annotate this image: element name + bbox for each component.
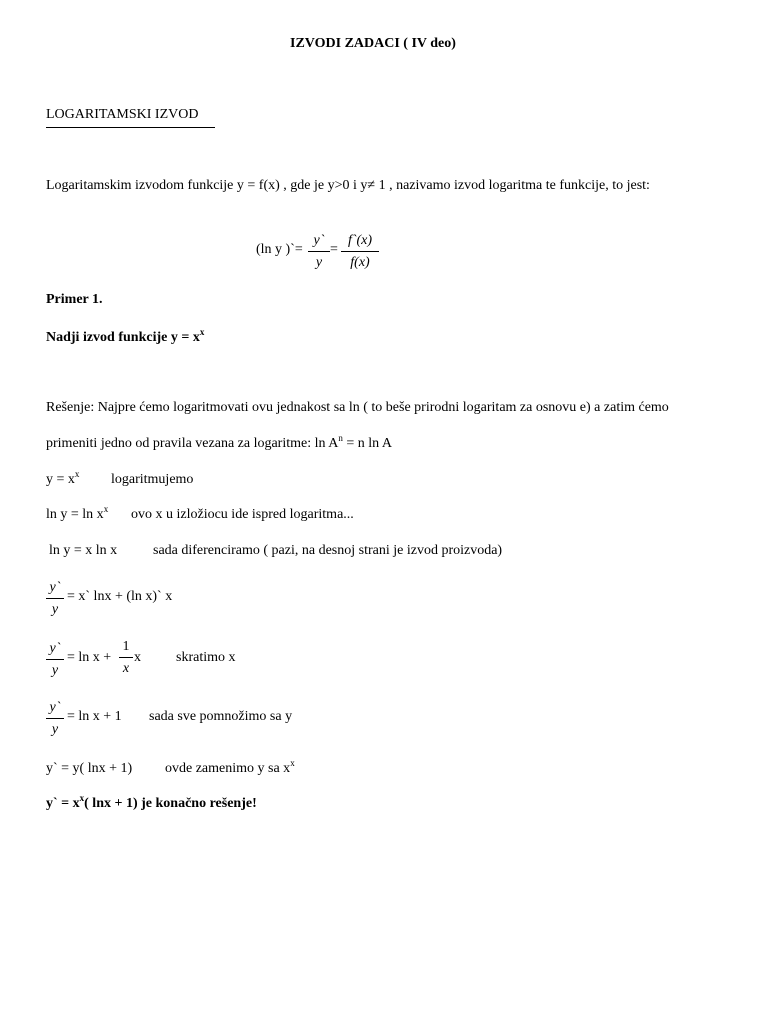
step-1-text: y = x — [46, 472, 75, 487]
step-1-equation — [46, 469, 80, 487]
definition-equals: = — [330, 242, 338, 257]
exponent: x — [290, 758, 295, 768]
exponent: n — [338, 433, 343, 443]
exponent: x — [74, 469, 80, 479]
step-5-x: x — [134, 650, 141, 665]
example-label: Primer 1. — [46, 292, 103, 307]
step-6-rhs: = ln x + 1 — [67, 709, 122, 724]
step-2-comment: ovo x u izložiocu ide ispred logaritma... — [131, 507, 354, 522]
step-2-text: ln y = ln x — [46, 507, 104, 522]
definition-fraction-2 — [341, 231, 379, 271]
fraction-denominator: y — [51, 602, 59, 617]
definition-lhs: (ln y )`= — [256, 242, 303, 257]
neq-symbol: ≠ — [367, 178, 376, 193]
step-2-equation — [46, 504, 109, 522]
solution-line-2 — [46, 433, 392, 451]
fraction-denominator: y — [51, 722, 59, 737]
fraction-bar — [308, 251, 330, 252]
step-5-one-over-x — [119, 639, 133, 679]
fraction-numerator: y` — [49, 580, 61, 595]
solution-line-1: Rešenje: Najpre ćemo logaritmovati ovu jednakost sa ln ( to beše prirodni logaritam za osnovu e) a zatim ćemo — [46, 400, 669, 415]
example-task-text: Nadji izvod funkcije y = x — [46, 330, 200, 345]
solution-line-2-text: primeniti jedno od pravila vezana za logaritme: ln A — [46, 436, 339, 451]
section-heading: LOGARITAMSKI IZVOD — [46, 107, 199, 122]
exponent: x — [103, 504, 109, 514]
step-6-comment: sada sve pomnožimo sa y — [149, 709, 293, 724]
step-6-fraction — [46, 698, 64, 738]
final-answer-text: y` = x — [46, 796, 80, 811]
fraction-numerator: y` — [313, 233, 325, 248]
fraction-denominator: x — [122, 661, 130, 676]
fraction-numerator: y` — [49, 700, 61, 715]
intro-text-b: 1 , nazivamo izvod logaritma te funkcije, to jest: — [375, 178, 650, 193]
fraction-denominator: f(x) — [350, 255, 370, 270]
step-4-fraction — [46, 578, 64, 618]
fraction-bar — [341, 251, 379, 252]
fraction-numerator: 1 — [122, 639, 130, 654]
step-7-comment-text: ovde zamenimo y sa x — [165, 761, 291, 776]
definition-fraction-1 — [308, 231, 330, 271]
step-5-comment: skratimo x — [176, 650, 236, 665]
example-task — [46, 327, 205, 345]
fraction-bar — [46, 659, 64, 660]
fraction-bar — [46, 718, 64, 719]
exponent: x — [79, 793, 85, 803]
step-7-comment — [165, 758, 295, 776]
step-5-mid: = ln x + — [67, 650, 112, 665]
intro-text-a: Logaritamskim izvodom funkcije y = f(x) , gde je y>0 i y — [46, 178, 368, 193]
exponent: x — [199, 327, 205, 337]
step-5-fraction — [46, 639, 64, 679]
step-4-rhs: = x` lnx + (ln x)` x — [67, 589, 173, 604]
fraction-bar — [46, 598, 64, 599]
section-heading-underline — [46, 127, 215, 128]
solution-line-2-rest: = n ln A — [342, 436, 392, 451]
fraction-denominator: y — [315, 255, 323, 270]
fraction-denominator: y — [51, 663, 59, 678]
final-answer — [46, 793, 257, 811]
page-title: IZVODI ZADACI ( IV deo) — [290, 36, 456, 51]
step-3-equation: ln y = x ln x — [49, 543, 118, 558]
fraction-numerator: y` — [49, 641, 61, 656]
fraction-bar — [119, 657, 133, 658]
step-1-comment: logaritmujemo — [111, 472, 194, 487]
intro-paragraph — [46, 179, 650, 193]
step-7-equation: y` = y( lnx + 1) — [46, 761, 133, 776]
final-answer-rest: ( lnx + 1) je konačno rešenje! — [84, 796, 257, 811]
step-3-comment: sada diferenciramo ( pazi, na desnoj strani je izvod proizvoda) — [153, 543, 503, 558]
fraction-numerator: f`(x) — [347, 233, 373, 248]
